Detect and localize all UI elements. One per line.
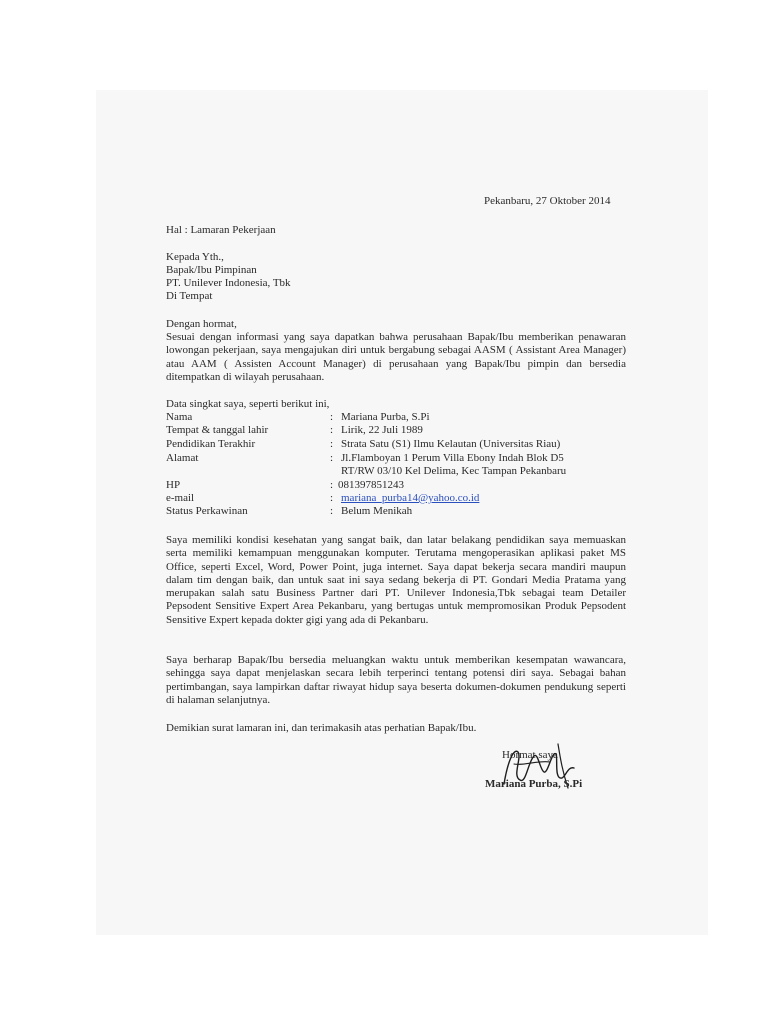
data-sep: : [330, 505, 334, 517]
closing-line: Demikian surat lamaran ini, dan terimakasih atas perhatian Bapak/Ibu. [166, 722, 477, 734]
data-sep: : [330, 479, 334, 491]
email-link[interactable]: mariana_purba14@yahoo.co.id [341, 492, 480, 504]
intro-paragraph: Sesuai dengan informasi yang saya dapatkan bahwa perusahaan Bapak/Ibu memberikan penawaran lowongan pekerjaan, saya mengajukan diri untuk bergabung sebagai AASM ( Assistant Area Manager) atau AAM ( Assisten Account Manager) di perusahaan yang Bapak/Ibu pimpin dan bersedia ditempatkan di wilayah perusahaan. [166, 331, 626, 383]
data-value: 081397851243 [338, 479, 404, 491]
data-value: RT/RW 03/10 Kel Delima, Kec Tampan Pekanbaru [341, 465, 567, 477]
data-value: Mariana Purba, S.Pi [341, 411, 430, 423]
data-label: HP [166, 479, 181, 491]
subject-line: Hal : Lamaran Pekerjaan [166, 224, 276, 236]
recipient-line: Di Tempat [166, 290, 213, 302]
body-paragraph-1: Saya memiliki kondisi kesehatan yang sangat baik, dan latar belakang pendidikan saya memuaskan serta memiliki kemampuan menggunakan komputer. Terutama mengoperasikan aplikasi paket MS Office, seperti Excel, Word, Power Point, juga internet. Saya dapat bekerja secara mandiri maupun dalam tim dengan baik, dan untuk saat ini saya sedang bekerja di PT. Gondari Media Pratama yang merupakan salah satu Business Partner dari PT. Unilever Indonesia,Tbk sebagai team Detailer Pepsodent Sensitive Expert Area Pekanbaru, yang bertugas untuk mempromosikan Produk Pepsodent Sensitive Expert kepada dokter gigi yang ada di Pekanbaru. [166, 534, 626, 626]
data-label: e-mail [166, 492, 195, 504]
data-intro: Data singkat saya, seperti berikut ini, [166, 398, 330, 410]
data-sep: : [330, 492, 334, 504]
data-sep: : [330, 411, 334, 423]
greeting: Dengan hormat, [166, 318, 237, 330]
data-label: Pendidikan Terakhir [166, 438, 256, 450]
data-value: Belum Menikah [341, 505, 413, 517]
data-sep: : [330, 424, 334, 436]
signoff: Hormat saya [502, 749, 558, 761]
place-date: Pekanbaru, 27 Oktober 2014 [484, 195, 611, 207]
recipient-line: Bapak/Ibu Pimpinan [166, 264, 257, 276]
data-label: Alamat [166, 452, 199, 464]
recipient-line: PT. Unilever Indonesia, Tbk [166, 277, 291, 289]
data-value: Lirik, 22 Juli 1989 [341, 424, 423, 436]
data-label: Status Perkawinan [166, 505, 248, 517]
signer-name: Mariana Purba, S.Pi [485, 778, 583, 790]
data-value: Strata Satu (S1) Ilmu Kelautan (Universitas Riau) [341, 438, 561, 450]
body-paragraph-2: Saya berharap Bapak/Ibu bersedia meluangkan waktu untuk memberikan kesempatan wawancara, sehingga saya dapat menjelaskan secara lebih terperinci tentang potensi diri saya. Sebagai bahan pertimbangan, saya lampirkan daftar riwayat hidup saya beserta dokumen-dokumen pendukung seperti di halaman selanjutnya. [166, 654, 626, 706]
recipient-line: Kepada Yth., [166, 251, 224, 263]
data-sep: : [330, 438, 334, 450]
data-label: Tempat & tanggal lahir [166, 424, 269, 436]
data-label: Nama [166, 411, 193, 423]
data-sep: : [330, 452, 334, 464]
data-value: Jl.Flamboyan 1 Perum Villa Ebony Indah Blok D5 [341, 452, 564, 464]
